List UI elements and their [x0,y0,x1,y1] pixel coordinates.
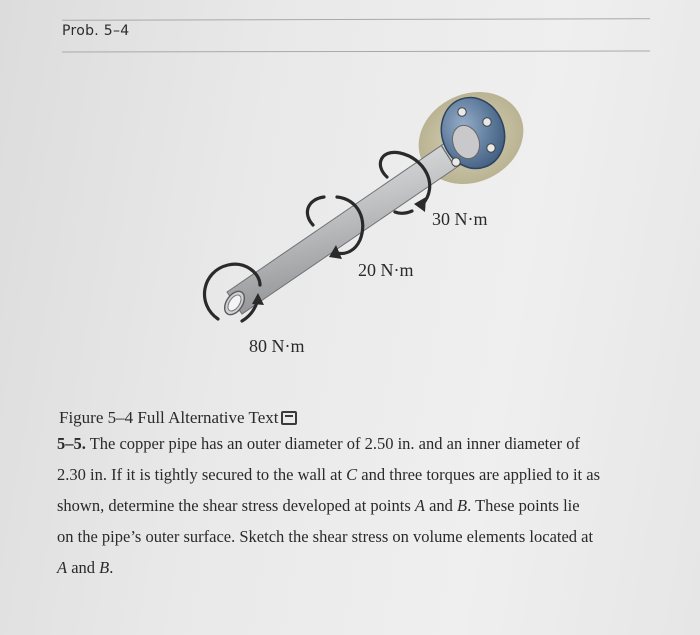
problem-line: 5–5. The copper pipe has an outer diameter of 2.50 in. and an inner diameter of [57,434,580,453]
problem-line: A and B. [57,558,114,577]
torque-pipe-figure [190,85,530,375]
torque-label-80: 80 N·m [249,336,305,356]
problem-statement [57,428,682,583]
figure-caption[interactable] [59,408,297,428]
problem-line: 2.30 in. If it is tightly secured to the wall at C and three torques are applied to it as [57,465,600,484]
copper-pipe [221,139,464,318]
problem-label: Prob. 5–4 [62,23,130,39]
problem-line: shown, determine the shear stress developed at points A and B. These points lie [57,496,580,515]
header-rule [62,50,650,52]
expand-icon[interactable] [281,411,297,425]
top-rule [62,18,650,21]
caption-text: Figure 5–4 Full Alternative Text [59,408,279,427]
problem-line: on the pipe’s outer surface. Sketch the shear stress on volume elements located at [57,527,594,546]
torque-label-20: 20 N·m [358,260,414,280]
problem-number: 5–5. [57,434,86,453]
torque-label-30: 30 N·m [432,209,488,229]
